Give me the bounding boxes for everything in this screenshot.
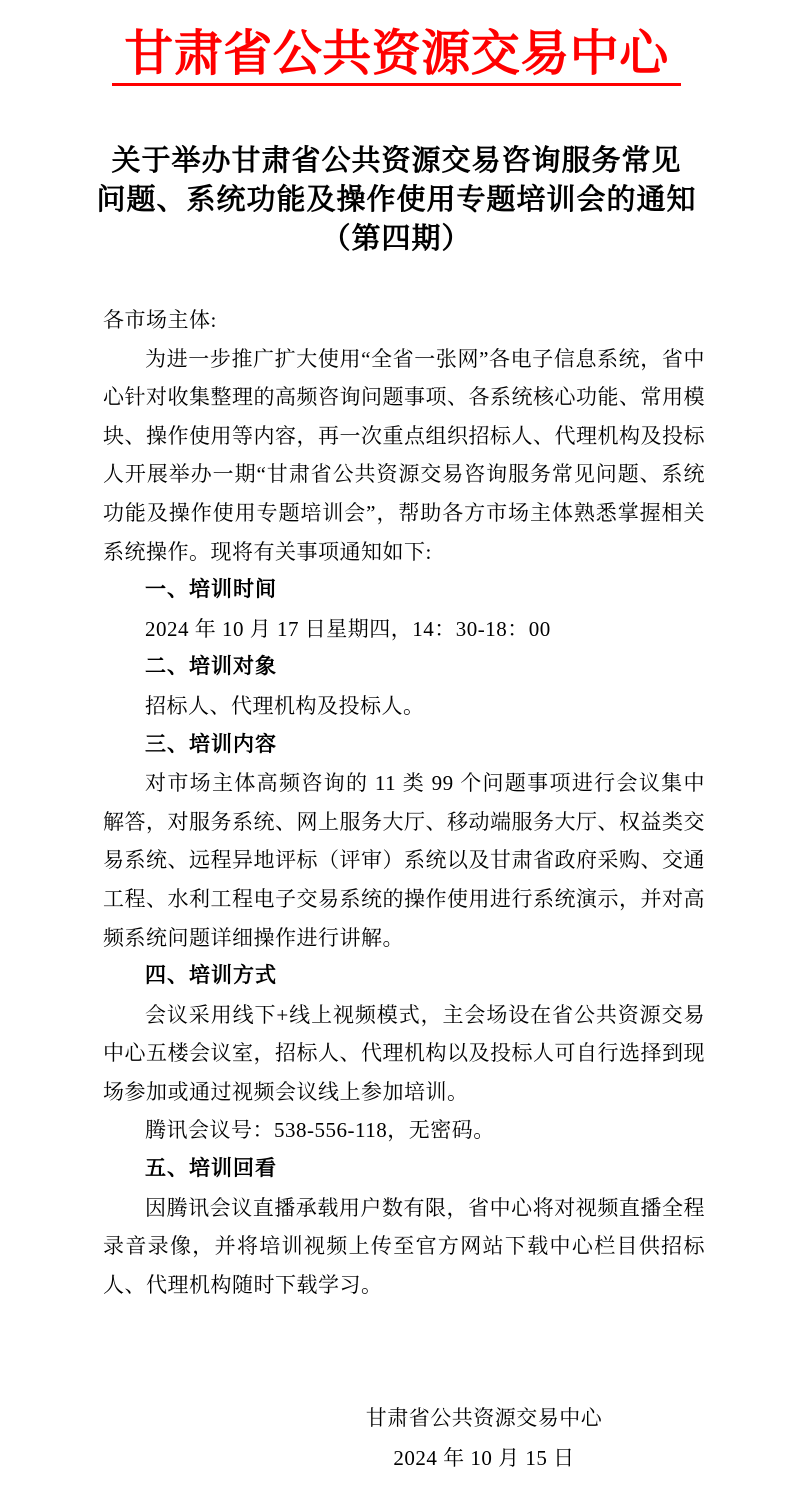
section-heading-training-format: 四、培训方式 <box>145 964 277 988</box>
notice-body <box>103 301 705 1304</box>
section-paragraph-meeting-number: 腾讯会议号：538-556-118，无密码。 <box>145 1118 495 1143</box>
signature-block <box>0 1398 793 1478</box>
section-heading-training-replay: 五、培训回看 <box>145 1157 277 1181</box>
section-paragraph-training-content: 对市场主体高频咨询的 11 类 99 个问题事项进行会议集中解答，对服务系统、网上服务大厅、移动端服务大厅、权益类交易系统、远程异地评标（评审）系统以及甘肃省政府采购、交通工程、水利工程电子交易系统的操作使用进行系统演示，并对高频系统问题详细操作进行讲解。 <box>103 771 705 950</box>
notice-title-line-1: 关于举办甘肃省公共资源交易咨询服务常见 <box>111 145 682 177</box>
section-heading-training-audience: 二、培训对象 <box>145 655 277 679</box>
section-paragraph-training-audience: 招标人、代理机构及投标人。 <box>145 693 425 718</box>
signature-org: 甘肃省公共资源交易中心 <box>365 1406 603 1431</box>
section-paragraph-training-format: 会议采用线下+线上视频模式，主会场设在省公共资源交易中心五楼会议室，招标人、代理机构以及投标人可自行选择到现场参加或通过视频会议线上参加培训。 <box>103 1002 705 1104</box>
agency-masthead-title: 甘肃省公共资源交易中心 <box>112 28 681 86</box>
masthead <box>0 0 793 86</box>
section-paragraph-training-time: 2024 年 10 月 17 日星期四，14：30-18：00 <box>145 616 551 641</box>
section-paragraph-training-replay: 因腾讯会议直播承载用户数有限，省中心将对视频直播全程录音录像，并将培训视频上传至官方网站下载中心栏目供招标人、代理机构随时下载学习。 <box>103 1195 705 1297</box>
signature-date: 2024 年 10 月 15 日 <box>393 1446 575 1471</box>
intro-paragraph: 为进一步推广扩大使用“全省一张网”各电子信息系统，省中心针对收集整理的高频咨询问题事项、各系统核心功能、常用模块、操作使用等内容，再一次重点组织招标人、代理机构及投标人开展举办一期“甘肃省公共资源交易咨询服务常见问题、系统功能及操作使用专题培训会”，帮助各方市场主体熟悉掌握相关系统操作。现将有关事项通知如下: <box>103 346 705 564</box>
notice-title-line-3: （第四期） <box>321 223 472 255</box>
notice-title-line-2: 问题、系统功能及操作使用专题培训会的通知 <box>96 184 697 216</box>
section-heading-training-content: 三、培训内容 <box>145 732 277 756</box>
notice-title <box>0 142 793 259</box>
section-heading-training-time: 一、培训时间 <box>145 578 277 602</box>
salutation: 各市场主体: <box>103 308 217 332</box>
